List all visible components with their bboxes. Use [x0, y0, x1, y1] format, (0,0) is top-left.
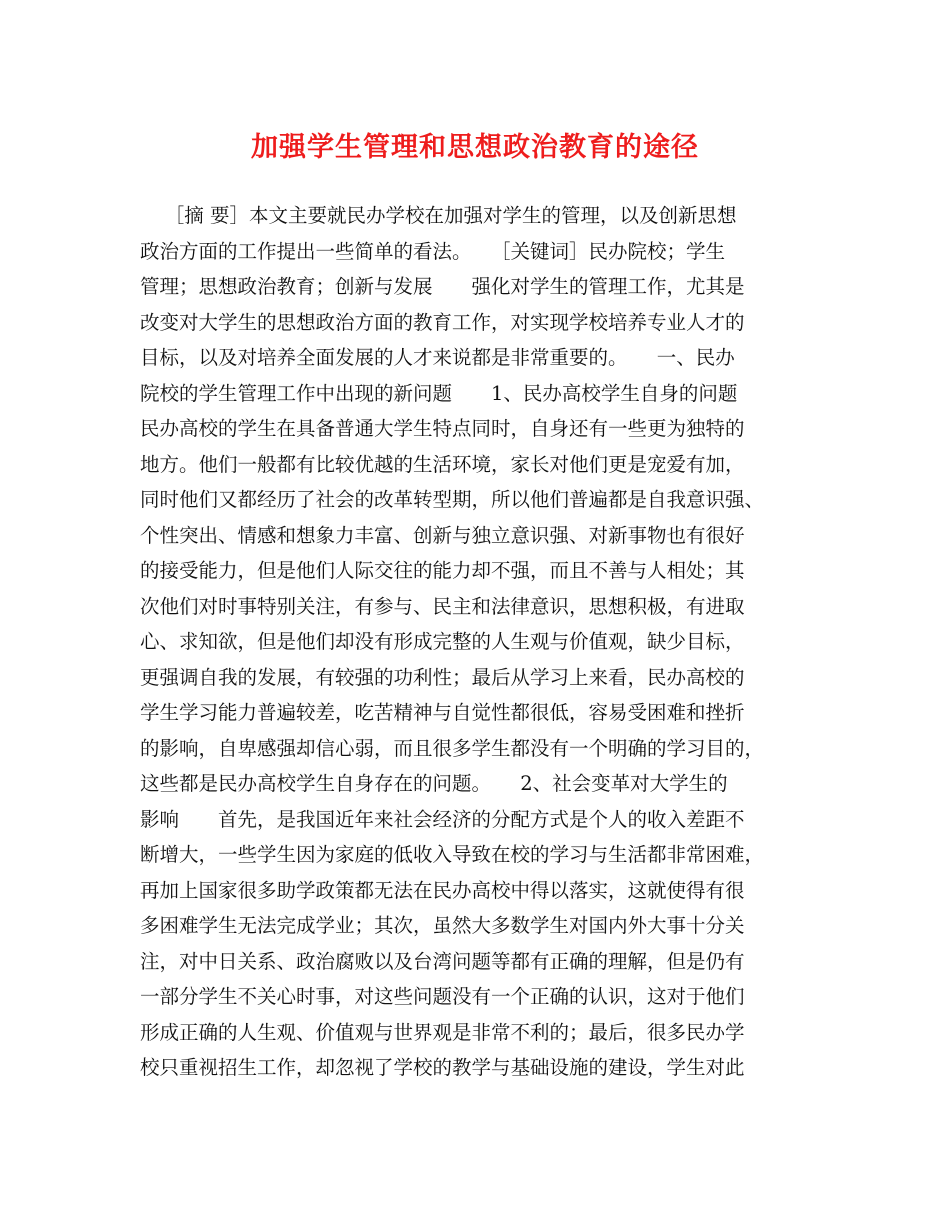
- body-line: 校只重视招生工作，却忽视了学校的教学与基础设施的建设，学生对此: [140, 1056, 745, 1079]
- body-line: 再加上国家很多助学政策都无法在民办高校中得以落实，这就使得有很: [140, 878, 745, 902]
- body-line: 政治方面的工作提出一些简单的看法。 ［关键词］民办院校；学生: [140, 239, 726, 263]
- document-title: 加强学生管理和思想政治教育的途径: [251, 132, 699, 163]
- body-line: 断增大，一些学生因为家庭的低收入导致在校的学习与生活都非常困难，: [140, 843, 765, 866]
- body-line: 形成正确的人生观、价值观与世界观是非常不利的；最后，很多民办学: [140, 1020, 745, 1044]
- body-line: 民办高校的学生在具备普通大学生特点同时，自身还有一些更为独特的: [140, 417, 745, 440]
- body-line: 一部分学生不关心时事，对这些问题没有一个正确的认识，这对于他们: [140, 985, 745, 1008]
- body-line: 注，对中日关系、政治腐败以及台湾问题等都有正确的理解，但是仍有: [140, 949, 745, 973]
- body-line: 院校的学生管理工作中出现的新问题 1、民办高校学生自身的问题: [140, 381, 738, 405]
- body-line: 的影响，自卑感强却信心弱，而且很多学生都没有一个明确的学习目的，: [140, 736, 765, 760]
- body-line: 影响 首先，是我国近年来社会经济的分配方式是个人的收入差距不: [140, 807, 745, 831]
- document-body: [140, 198, 830, 1086]
- body-line: 改变对大学生的思想政治方面的教育工作，对实现学校培养专业人才的: [140, 310, 745, 334]
- body-line: 心、求知欲，但是他们却没有形成完整的人生观与价值观，缺少目标，: [140, 630, 745, 653]
- body-line: 这些都是民办高校学生自身存在的问题。 2、社会变革对大学生的: [140, 772, 728, 795]
- body-line: 地方。他们一般都有比较优越的生活环境，家长对他们更是宠爱有加，: [140, 452, 745, 476]
- body-line: 目标，以及对培养全面发展的人才来说都是非常重要的。 一、民办: [140, 346, 735, 369]
- body-line: 同时他们又都经历了社会的改革转型期，所以他们普遍都是自我意识强、: [140, 488, 765, 511]
- body-line: 次他们对时事特别关注，有参与、民主和法律意识，思想积极，有进取: [140, 594, 745, 618]
- body-line: 管理；思想政治教育；创新与发展 强化对学生的管理工作，尤其是: [140, 275, 745, 298]
- body-line: ［摘 要］本文主要就民办学校在加强对学生的管理，以及创新思想: [140, 204, 737, 227]
- body-line: 学生学习能力普遍较差，吃苦精神与自觉性都很低，容易受困难和挫折: [140, 701, 745, 724]
- body-line: 多困难学生无法完成学业；其次，虽然大多数学生对国内外大事十分关: [140, 914, 745, 937]
- body-line: 的接受能力，但是他们人际交往的能力却不强，而且不善与人相处；其: [140, 559, 745, 582]
- body-line: 更强调自我的发展，有较强的功利性；最后从学习上来看，民办高校的: [140, 665, 745, 689]
- body-line: 个性突出、情感和想象力丰富、创新与独立意识强、对新事物也有很好: [140, 523, 745, 547]
